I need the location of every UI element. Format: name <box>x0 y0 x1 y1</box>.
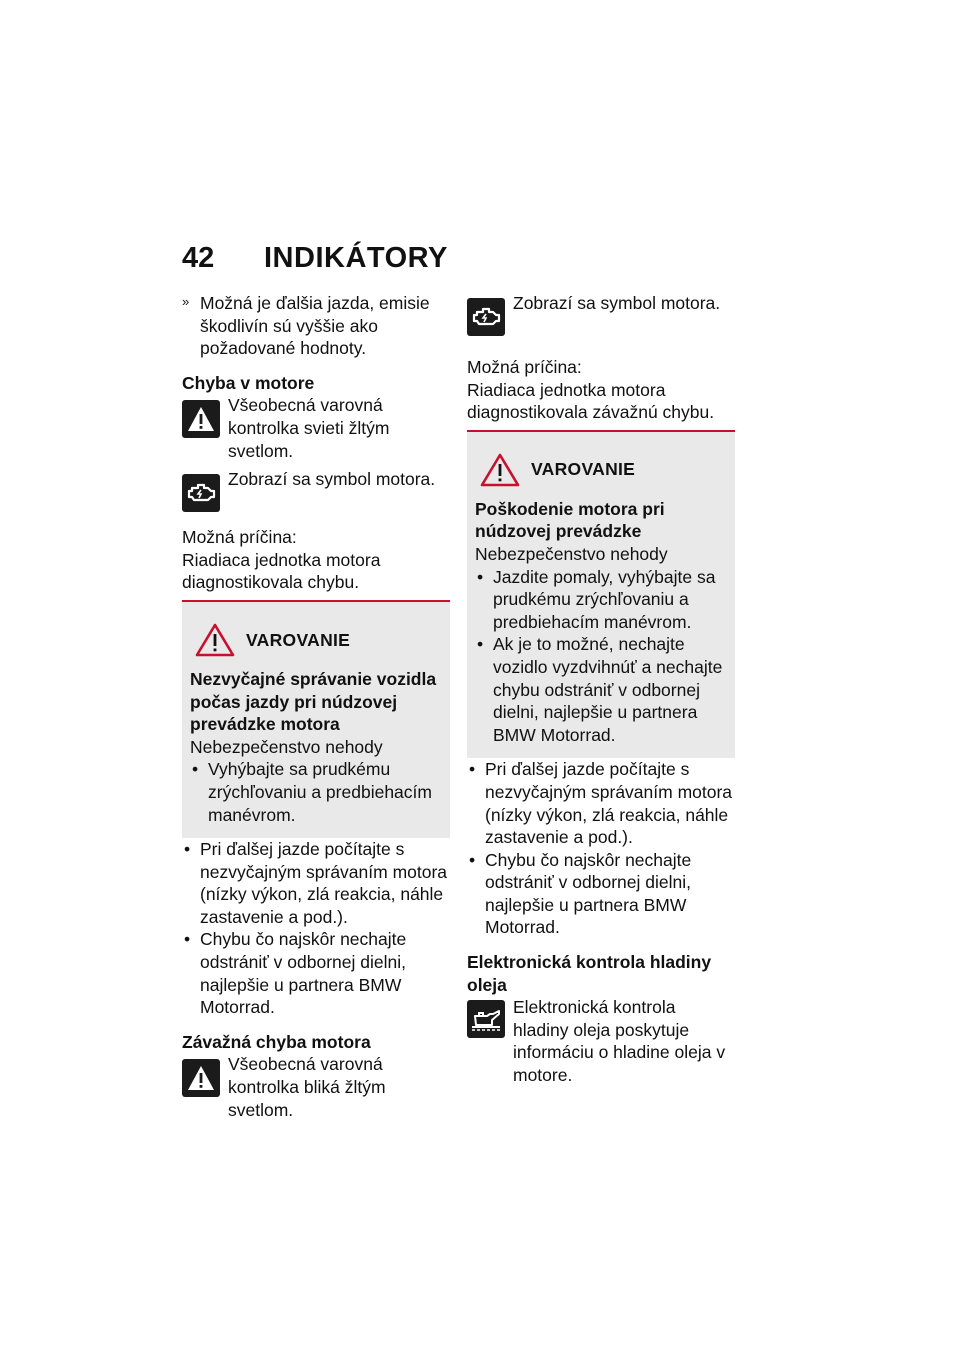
result-mark: » <box>182 294 190 309</box>
warning-light-row-flashing <box>182 1053 450 1121</box>
warning-list-item: • Ak je to možné, nechajte vozidlo vyzdvihnúť a nechajte chybu odstrániť v odbornej dielni, najlepšie u partnera BMW Motorrad. <box>475 633 727 746</box>
instruction-item: • Chybu čo najskôr nechajte odstrániť v odbornej dielni, najlepšie u partnera BMW Motorrad. <box>182 928 450 1018</box>
page-number: 42 <box>182 242 215 274</box>
section-heading-severe-fault: Závažná chyba motora <box>182 1031 371 1052</box>
warning-list-item: • Jazdite pomaly, vyhýbajte sa prudkému zrýchľovaniu a predbiehacím manévrom. <box>475 566 727 634</box>
cause-text: Riadiaca jednotka motora diagnostikovala závažnú chybu. <box>467 379 715 423</box>
engine-symbol-row <box>467 292 735 344</box>
warning-light-text: Všeobecná varovná kontrolka svieti žltým svetlom. <box>228 395 390 461</box>
warning-list-item: • Vyhýbajte sa prudkému zrýchľovaniu a predbiehacím manévrom. <box>190 758 442 826</box>
chapter-title: INDIKÁTORY <box>264 242 448 274</box>
result-item <box>182 292 450 360</box>
cause-label: Možná príčina: <box>467 357 582 377</box>
section-heading-oil-level: Elektronická kontrola hladiny oleja <box>467 952 712 995</box>
warning-title: Poškodenie motora pri núdzovej prevádzke <box>475 498 665 542</box>
warning-subtitle: Nebezpečenstvo nehody <box>475 543 668 564</box>
engine-symbol-text: Zobrazí sa symbol motora. <box>513 293 721 313</box>
instruction-item: • Pri ďalšej jazde počítajte s nezvyčajným správaním motora (nízky výkon, zlá reakcia, náhle zastavenie a pod.). <box>182 838 450 928</box>
right-column <box>467 292 735 1087</box>
cause-label: Možná príčina: <box>182 527 297 548</box>
warning-triangle-outline-icon <box>479 452 521 488</box>
instruction-list <box>182 838 450 1019</box>
cause-text: Riadiaca jednotka motora diagnostikovala chybu. <box>182 549 381 593</box>
engine-symbol-text: Zobrazí sa symbol motora. <box>228 469 436 490</box>
warning-triangle-icon <box>182 400 220 438</box>
warning-list <box>190 758 442 826</box>
engine-icon <box>467 298 505 336</box>
warning-box <box>467 432 735 759</box>
engine-icon <box>182 474 220 512</box>
warning-triangle-outline-icon <box>194 622 236 658</box>
oil-level-text: Elektronická kontrola hladiny oleja poskytuje informáciu o hladine oleja v motore. <box>513 997 726 1086</box>
oil-can-icon <box>467 1000 505 1038</box>
warning-header <box>190 622 442 658</box>
warning-triangle-icon <box>182 1059 220 1097</box>
page-header <box>182 242 448 275</box>
warning-light-text: Všeobecná varovná kontrolka bliká žltým svetlom. <box>228 1054 386 1120</box>
engine-symbol-row <box>182 468 450 514</box>
warning-light-row <box>182 394 450 462</box>
warning-box <box>182 602 450 838</box>
instruction-item: • Chybu čo najskôr nechajte odstrániť v odbornej dielni, najlepšie u partnera BMW Motorrad. <box>467 849 735 939</box>
warning-label: VAROVANIE <box>531 459 636 480</box>
result-text: Možná je ďalšia jazda, emisie škodlivín sú vyššie ako požadované hodnoty. <box>200 293 430 359</box>
warning-subtitle: Nebezpečenstvo nehody <box>190 736 383 757</box>
warning-title: Nezvyčajné správanie vozidla počas jazdy pri núdzovej prevádzke motora <box>190 668 437 735</box>
section-heading-engine-fault: Chyba v motore <box>182 372 315 393</box>
warning-label: VAROVANIE <box>246 629 351 650</box>
oil-level-row <box>467 996 735 1086</box>
warning-header <box>475 452 727 488</box>
left-column <box>182 292 450 1121</box>
instruction-item: • Pri ďalšej jazde počítajte s nezvyčajným správaním motora (nízky výkon, zlá reakcia, náhle zastavenie a pod.). <box>467 758 735 848</box>
instruction-list <box>467 758 735 939</box>
warning-list <box>475 566 727 747</box>
